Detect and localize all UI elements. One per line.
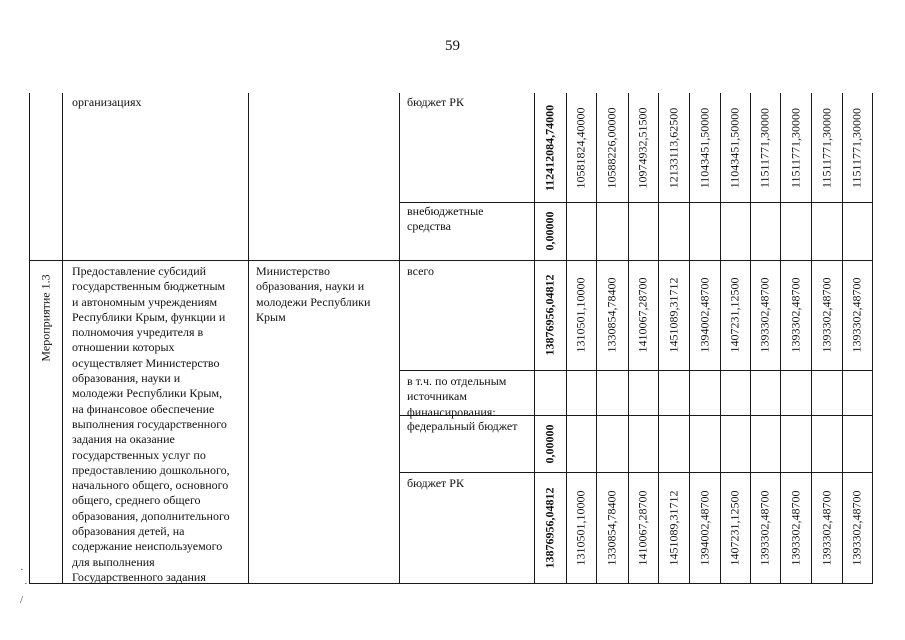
amount-cell: 1310501,10000 <box>573 490 588 565</box>
amount-cell: 10974932,51500 <box>635 107 650 188</box>
column-divider <box>689 93 690 583</box>
amount-cell: 13876956,04812 <box>542 274 557 356</box>
column-divider <box>720 93 721 583</box>
amount-cell: 1393302,48700 <box>757 277 772 353</box>
funding-source-label: всего <box>407 264 435 278</box>
column-divider <box>399 93 400 583</box>
column-divider <box>750 93 751 583</box>
scan-mark-tick: / <box>20 594 24 606</box>
responsible-executor: Министерство образования, науки и молодежи Республики Крым <box>256 264 371 324</box>
activity-description: Предоставление субсидий государственным бюджетным и автономным учреждениям Республики Крым, функции и полномочия учредителя в отношении которых осуществляет Министерство образования, науки и молодежи Республики Крым, на финансовое обеспечение выполнения государственного задания на оказание государственных услуг по предоставлению дошкольного, начального общего, основного общего, среднего общего образования, дополнительного образования детей, на содержание неиспользуемого для выполнения Государственного задания <box>72 264 230 584</box>
row-divider <box>399 370 873 371</box>
amount-cell: 13876956,04812 <box>542 487 557 568</box>
amount-cell: 1393302,48700 <box>757 490 772 565</box>
amount-cell: 10588226,00000 <box>604 107 619 188</box>
row-divider <box>399 202 873 203</box>
amount-cell: 11511771,30000 <box>788 107 802 188</box>
column-divider <box>811 93 812 583</box>
amount-cell: 1394002,48700 <box>697 277 711 353</box>
column-divider <box>658 93 659 583</box>
column-divider <box>534 93 535 583</box>
amount-cell: 1393302,48700 <box>819 490 833 565</box>
funding-source-label: в т.ч. по отдельным источникам финансирования: <box>407 374 507 419</box>
amount-cell: 1330854,78400 <box>604 277 619 353</box>
table-border-left <box>29 93 30 583</box>
amount-cell: 1407231,12500 <box>727 490 742 565</box>
amount-cell: 1410067,28700 <box>635 277 650 353</box>
amount-cell: 1451089,31712 <box>666 277 680 353</box>
amount-cell: 12133113,62500 <box>666 107 680 188</box>
column-divider <box>62 93 63 583</box>
funding-source-label: бюджет РК <box>407 476 464 490</box>
amount-cell: 1310501,10000 <box>573 277 588 353</box>
amount-cell: 1407231,12500 <box>727 277 742 353</box>
amount-cell: 1410067,28700 <box>635 490 650 565</box>
amount-cell: 1330854,78400 <box>604 490 619 565</box>
amount-cell: 1393302,48700 <box>788 277 802 353</box>
column-divider <box>596 93 597 583</box>
amount-cell: 11511771,30000 <box>849 107 864 188</box>
scan-mark-dot: · <box>24 578 28 590</box>
column-divider <box>842 93 843 583</box>
amount-cell: 11043451,50000 <box>727 107 742 188</box>
column-divider <box>566 93 567 583</box>
amount-cell: 112412084,74000 <box>542 104 557 191</box>
amount-cell: 1393302,48700 <box>849 490 864 565</box>
funding-source-label: бюджет РК <box>407 95 464 109</box>
row-divider <box>399 472 873 473</box>
amount-cell: 1394002,48700 <box>697 490 711 565</box>
column-divider <box>872 93 873 583</box>
activity-description-continued: организациях <box>72 95 142 109</box>
amount-cell: 0,00000 <box>542 211 557 251</box>
amount-cell: 0,00000 <box>542 424 557 463</box>
amount-cell: 10581824,40000 <box>573 107 588 188</box>
amount-cell: 1393302,48700 <box>849 277 864 353</box>
page-number: 59 <box>445 38 460 54</box>
amount-cell: 1393302,48700 <box>819 277 833 353</box>
amount-cell: 1451089,31712 <box>666 490 680 565</box>
amount-cell: 11511771,30000 <box>757 107 772 188</box>
column-divider <box>780 93 781 583</box>
funding-source-label: внебюджетные средства <box>407 204 484 234</box>
amount-cell: 11043451,50000 <box>697 107 711 188</box>
activity-number: Мероприятие 1.3 <box>38 274 52 362</box>
column-divider <box>628 93 629 583</box>
amount-cell: 1393302,48700 <box>788 490 802 565</box>
amount-cell: 11511771,30000 <box>819 107 833 188</box>
funding-source-label: федеральный бюджет <box>407 419 518 433</box>
scan-mark-dot: · <box>20 564 24 576</box>
row-divider <box>29 260 873 261</box>
